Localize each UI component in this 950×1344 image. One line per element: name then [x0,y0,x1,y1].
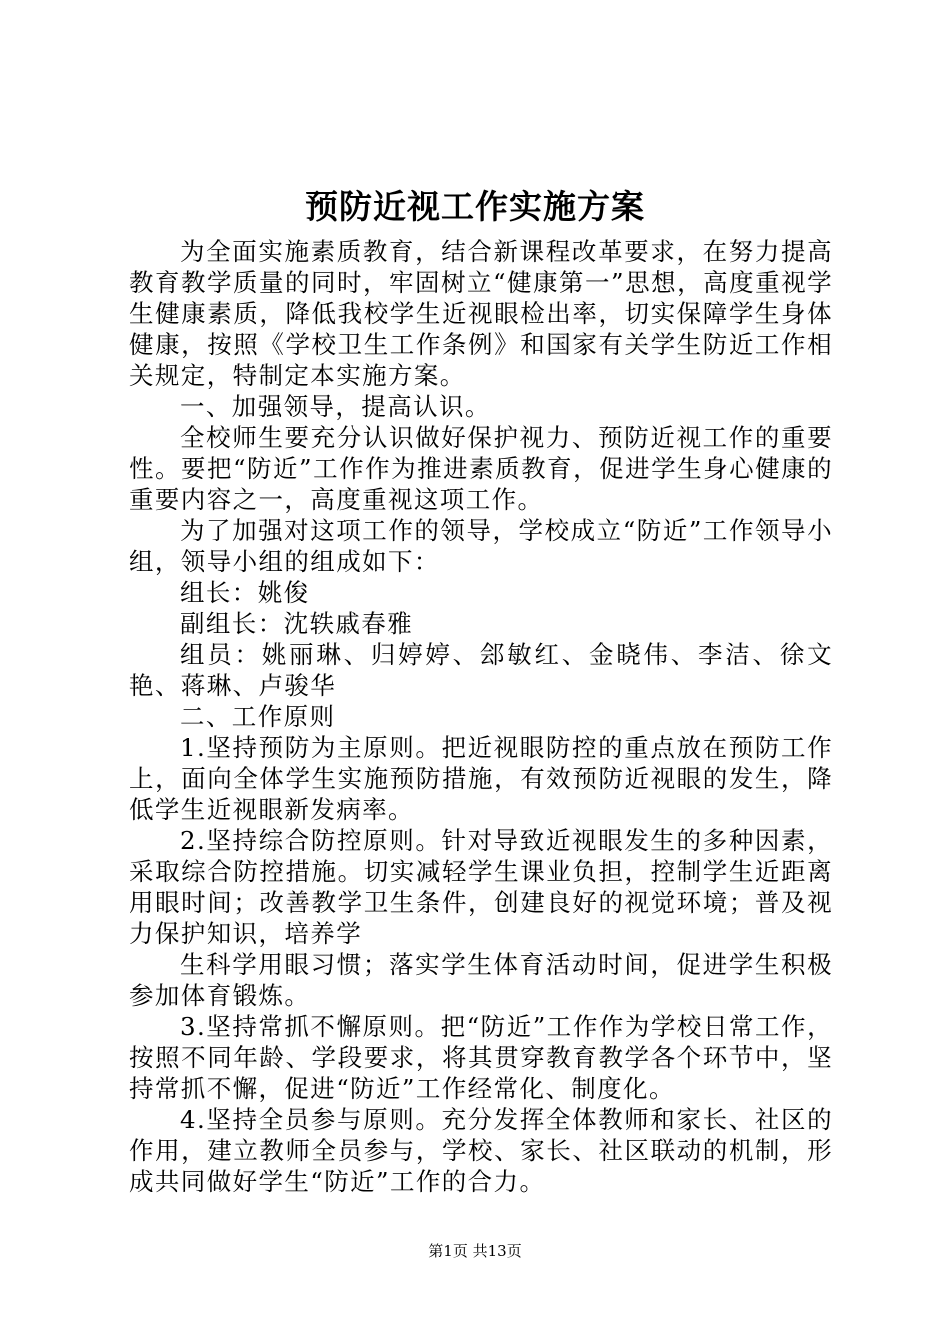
document-body [129,236,833,1197]
page-number: 第1页 共13页 [428,1242,522,1260]
principle-item: 3.坚持常抓不懈原则。把“防近”工作作为学校日常工作，按照不同年龄、学段要求，将其贯穿教育教学各个环节中，坚持常抓不懈，促进“防近”工作经常化、制度化。 [129,1012,833,1103]
principle-item: 2.坚持综合防控原则。针对导致近视眼发生的多种因素，采取综合防控措施。切实减轻学生课业负担，控制学生近距离用眼时间；改善教学卫生条件，创建良好的视觉环境；普及视力保护知识，培养学 [129,826,833,948]
paragraph: 为了加强对这项工作的领导，学校成立“防近”工作领导小组，领导小组的组成如下： [129,516,833,576]
principle-item-continued: 生科学用眼习惯；落实学生体育活动时间，促进学生积极参加体育锻炼。 [129,950,833,1010]
principle-item: 4.坚持全员参与原则。充分发挥全体教师和家长、社区的作用，建立教师全员参与，学校、家长、社区联动的机制，形成共同做好学生“防近”工作的合力。 [129,1105,833,1196]
section-heading-1: 一、加强领导，提高认识。 [180,392,491,421]
section-heading-2: 二、工作原则 [180,702,336,731]
intro-paragraph: 为全面实施素质教育，结合新课程改革要求，在努力提高教育教学质量的同时，牢固树立“健康第一”思想，高度重视学生健康素质，降低我校学生近视眼检出率，切实保障学生身体健康，按照《学校卫生工作条例》和国家有关学生防近工作相关规定，特制定本实施方案。 [129,237,833,390]
paragraph: 全校师生要充分认识做好保护视力、预防近视工作的重要性。要把“防近”工作作为推进素质教育，促进学生身心健康的重要内容之一，高度重视这项工作。 [129,423,833,514]
principle-item: 1.坚持预防为主原则。把近视眼防控的重点放在预防工作上，面向全体学生实施预防措施，有效预防近视眼的发生，降低学生近视眼新发病率。 [129,733,833,824]
team-members-line: 组员：姚丽琳、归婷婷、郐敏红、金晓伟、李洁、徐文艳、蒋琳、卢骏华 [129,640,833,700]
document-title: 预防近视工作实施方案 [305,187,645,226]
deputy-leader-line: 副组长：沈轶戚春雅 [180,609,414,638]
team-leader-line: 组长：姚俊 [180,578,310,607]
